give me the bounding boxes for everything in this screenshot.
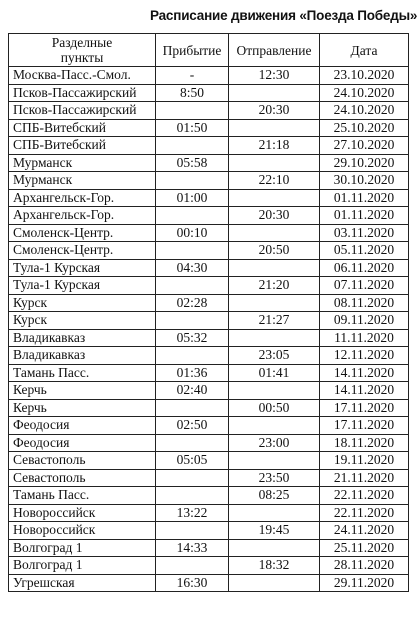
cell-date: 03.11.2020 — [320, 224, 409, 242]
table-row — [9, 67, 409, 85]
cell-date: 21.11.2020 — [320, 469, 409, 487]
cell-station: Керчь — [9, 399, 156, 417]
cell-arrival: - — [156, 67, 229, 85]
cell-station: Псков-Пассажирский — [9, 84, 156, 102]
column-header-station: Разделные пункты — [9, 34, 156, 67]
cell-arrival — [156, 242, 229, 260]
cell-arrival — [156, 172, 229, 190]
cell-arrival — [156, 312, 229, 330]
cell-station: Мурманск — [9, 154, 156, 172]
cell-departure: 23:50 — [229, 469, 320, 487]
cell-station: Феодосия — [9, 434, 156, 452]
cell-date: 05.11.2020 — [320, 242, 409, 260]
cell-departure — [229, 259, 320, 277]
cell-station: Смоленск-Центр. — [9, 224, 156, 242]
cell-departure — [229, 417, 320, 435]
schedule-body — [9, 67, 409, 592]
header-row — [9, 34, 409, 67]
table-row — [9, 84, 409, 102]
table-row — [9, 469, 409, 487]
cell-date: 14.11.2020 — [320, 382, 409, 400]
cell-arrival — [156, 347, 229, 365]
cell-departure — [229, 329, 320, 347]
cell-date: 27.10.2020 — [320, 137, 409, 155]
table-row — [9, 137, 409, 155]
cell-date: 17.11.2020 — [320, 417, 409, 435]
cell-date: 30.10.2020 — [320, 172, 409, 190]
cell-station: Новороссийск — [9, 522, 156, 540]
cell-departure: 21:27 — [229, 312, 320, 330]
cell-date: 17.11.2020 — [320, 399, 409, 417]
table-row — [9, 382, 409, 400]
cell-arrival: 04:30 — [156, 259, 229, 277]
cell-departure — [229, 294, 320, 312]
cell-departure: 08:25 — [229, 487, 320, 505]
cell-departure: 23:00 — [229, 434, 320, 452]
cell-arrival: 01:00 — [156, 189, 229, 207]
table-row — [9, 522, 409, 540]
cell-arrival: 13:22 — [156, 504, 229, 522]
table-row — [9, 557, 409, 575]
cell-departure: 20:30 — [229, 102, 320, 120]
cell-date: 24.11.2020 — [320, 522, 409, 540]
cell-departure — [229, 84, 320, 102]
page-title: Расписание движения «Поезда Победы» — [150, 8, 417, 23]
cell-departure: 23:05 — [229, 347, 320, 365]
cell-arrival: 05:05 — [156, 452, 229, 470]
cell-date: 12.11.2020 — [320, 347, 409, 365]
table-row — [9, 277, 409, 295]
cell-station: Архангельск-Гор. — [9, 189, 156, 207]
cell-station: Мурманск — [9, 172, 156, 190]
cell-arrival: 00:10 — [156, 224, 229, 242]
cell-arrival: 01:36 — [156, 364, 229, 382]
table-row — [9, 329, 409, 347]
cell-departure: 22:10 — [229, 172, 320, 190]
cell-departure: 19:45 — [229, 522, 320, 540]
cell-arrival — [156, 137, 229, 155]
table-row — [9, 189, 409, 207]
cell-date: 25.11.2020 — [320, 539, 409, 557]
cell-departure — [229, 539, 320, 557]
cell-departure — [229, 224, 320, 242]
cell-departure: 01:41 — [229, 364, 320, 382]
cell-station: Архангельск-Гор. — [9, 207, 156, 225]
cell-station: Феодосия — [9, 417, 156, 435]
cell-arrival — [156, 207, 229, 225]
cell-station: Тула-1 Курская — [9, 259, 156, 277]
table-row — [9, 259, 409, 277]
cell-date: 07.11.2020 — [320, 277, 409, 295]
cell-date: 01.11.2020 — [320, 207, 409, 225]
cell-departure — [229, 154, 320, 172]
cell-station: СПБ-Витебский — [9, 137, 156, 155]
cell-station: Волгоград 1 — [9, 539, 156, 557]
table-row — [9, 207, 409, 225]
cell-station: Москва-Пасс.-Смол. — [9, 67, 156, 85]
table-row — [9, 102, 409, 120]
cell-departure: 12:30 — [229, 67, 320, 85]
cell-arrival — [156, 277, 229, 295]
column-header-date: Дата — [320, 34, 409, 67]
cell-departure: 20:50 — [229, 242, 320, 260]
cell-departure — [229, 119, 320, 137]
column-header-departure: Отправление — [229, 34, 320, 67]
table-row — [9, 364, 409, 382]
table-row — [9, 452, 409, 470]
cell-departure: 21:18 — [229, 137, 320, 155]
table-row — [9, 172, 409, 190]
table-row — [9, 154, 409, 172]
cell-station: Волгоград 1 — [9, 557, 156, 575]
table-row — [9, 399, 409, 417]
cell-date: 06.11.2020 — [320, 259, 409, 277]
table-row — [9, 242, 409, 260]
cell-arrival: 14:33 — [156, 539, 229, 557]
cell-departure — [229, 382, 320, 400]
cell-date: 09.11.2020 — [320, 312, 409, 330]
cell-station: Новороссийск — [9, 504, 156, 522]
cell-station: Псков-Пассажирский — [9, 102, 156, 120]
cell-arrival — [156, 487, 229, 505]
cell-station: Владикавказ — [9, 329, 156, 347]
cell-date: 24.10.2020 — [320, 84, 409, 102]
cell-arrival — [156, 522, 229, 540]
cell-arrival: 02:40 — [156, 382, 229, 400]
cell-departure: 21:20 — [229, 277, 320, 295]
table-row — [9, 347, 409, 365]
cell-date: 29.11.2020 — [320, 574, 409, 592]
cell-date: 23.10.2020 — [320, 67, 409, 85]
cell-date: 01.11.2020 — [320, 189, 409, 207]
cell-station: СПБ-Витебский — [9, 119, 156, 137]
table-row — [9, 504, 409, 522]
table-row — [9, 417, 409, 435]
cell-date: 11.11.2020 — [320, 329, 409, 347]
table-row — [9, 119, 409, 137]
cell-arrival — [156, 434, 229, 452]
table-row — [9, 487, 409, 505]
cell-departure: 20:30 — [229, 207, 320, 225]
cell-departure: 18:32 — [229, 557, 320, 575]
cell-date: 24.10.2020 — [320, 102, 409, 120]
cell-arrival: 02:28 — [156, 294, 229, 312]
cell-arrival: 16:30 — [156, 574, 229, 592]
cell-station: Курск — [9, 294, 156, 312]
cell-date: 25.10.2020 — [320, 119, 409, 137]
cell-arrival: 05:32 — [156, 329, 229, 347]
cell-date: 28.11.2020 — [320, 557, 409, 575]
cell-station: Тамань Пасс. — [9, 487, 156, 505]
table-row — [9, 312, 409, 330]
cell-station: Севастополь — [9, 452, 156, 470]
cell-arrival: 02:50 — [156, 417, 229, 435]
cell-station: Курск — [9, 312, 156, 330]
table-row — [9, 294, 409, 312]
cell-date: 22.11.2020 — [320, 487, 409, 505]
cell-station: Смоленск-Центр. — [9, 242, 156, 260]
cell-arrival — [156, 102, 229, 120]
cell-date: 14.11.2020 — [320, 364, 409, 382]
cell-arrival: 8:50 — [156, 84, 229, 102]
column-header-arrival: Прибытие — [156, 34, 229, 67]
cell-arrival: 05:58 — [156, 154, 229, 172]
cell-arrival — [156, 399, 229, 417]
schedule-table — [8, 33, 409, 592]
table-row — [9, 434, 409, 452]
cell-departure — [229, 504, 320, 522]
cell-station: Угрешская — [9, 574, 156, 592]
cell-departure — [229, 574, 320, 592]
cell-departure — [229, 452, 320, 470]
cell-departure — [229, 189, 320, 207]
cell-arrival: 01:50 — [156, 119, 229, 137]
cell-station: Керчь — [9, 382, 156, 400]
table-row — [9, 539, 409, 557]
cell-date: 08.11.2020 — [320, 294, 409, 312]
cell-station: Тула-1 Курская — [9, 277, 156, 295]
cell-departure: 00:50 — [229, 399, 320, 417]
table-row — [9, 574, 409, 592]
cell-station: Тамань Пасс. — [9, 364, 156, 382]
cell-station: Севастополь — [9, 469, 156, 487]
cell-arrival — [156, 557, 229, 575]
cell-date: 22.11.2020 — [320, 504, 409, 522]
table-row — [9, 224, 409, 242]
cell-date: 18.11.2020 — [320, 434, 409, 452]
cell-station: Владикавказ — [9, 347, 156, 365]
cell-arrival — [156, 469, 229, 487]
cell-date: 19.11.2020 — [320, 452, 409, 470]
cell-date: 29.10.2020 — [320, 154, 409, 172]
